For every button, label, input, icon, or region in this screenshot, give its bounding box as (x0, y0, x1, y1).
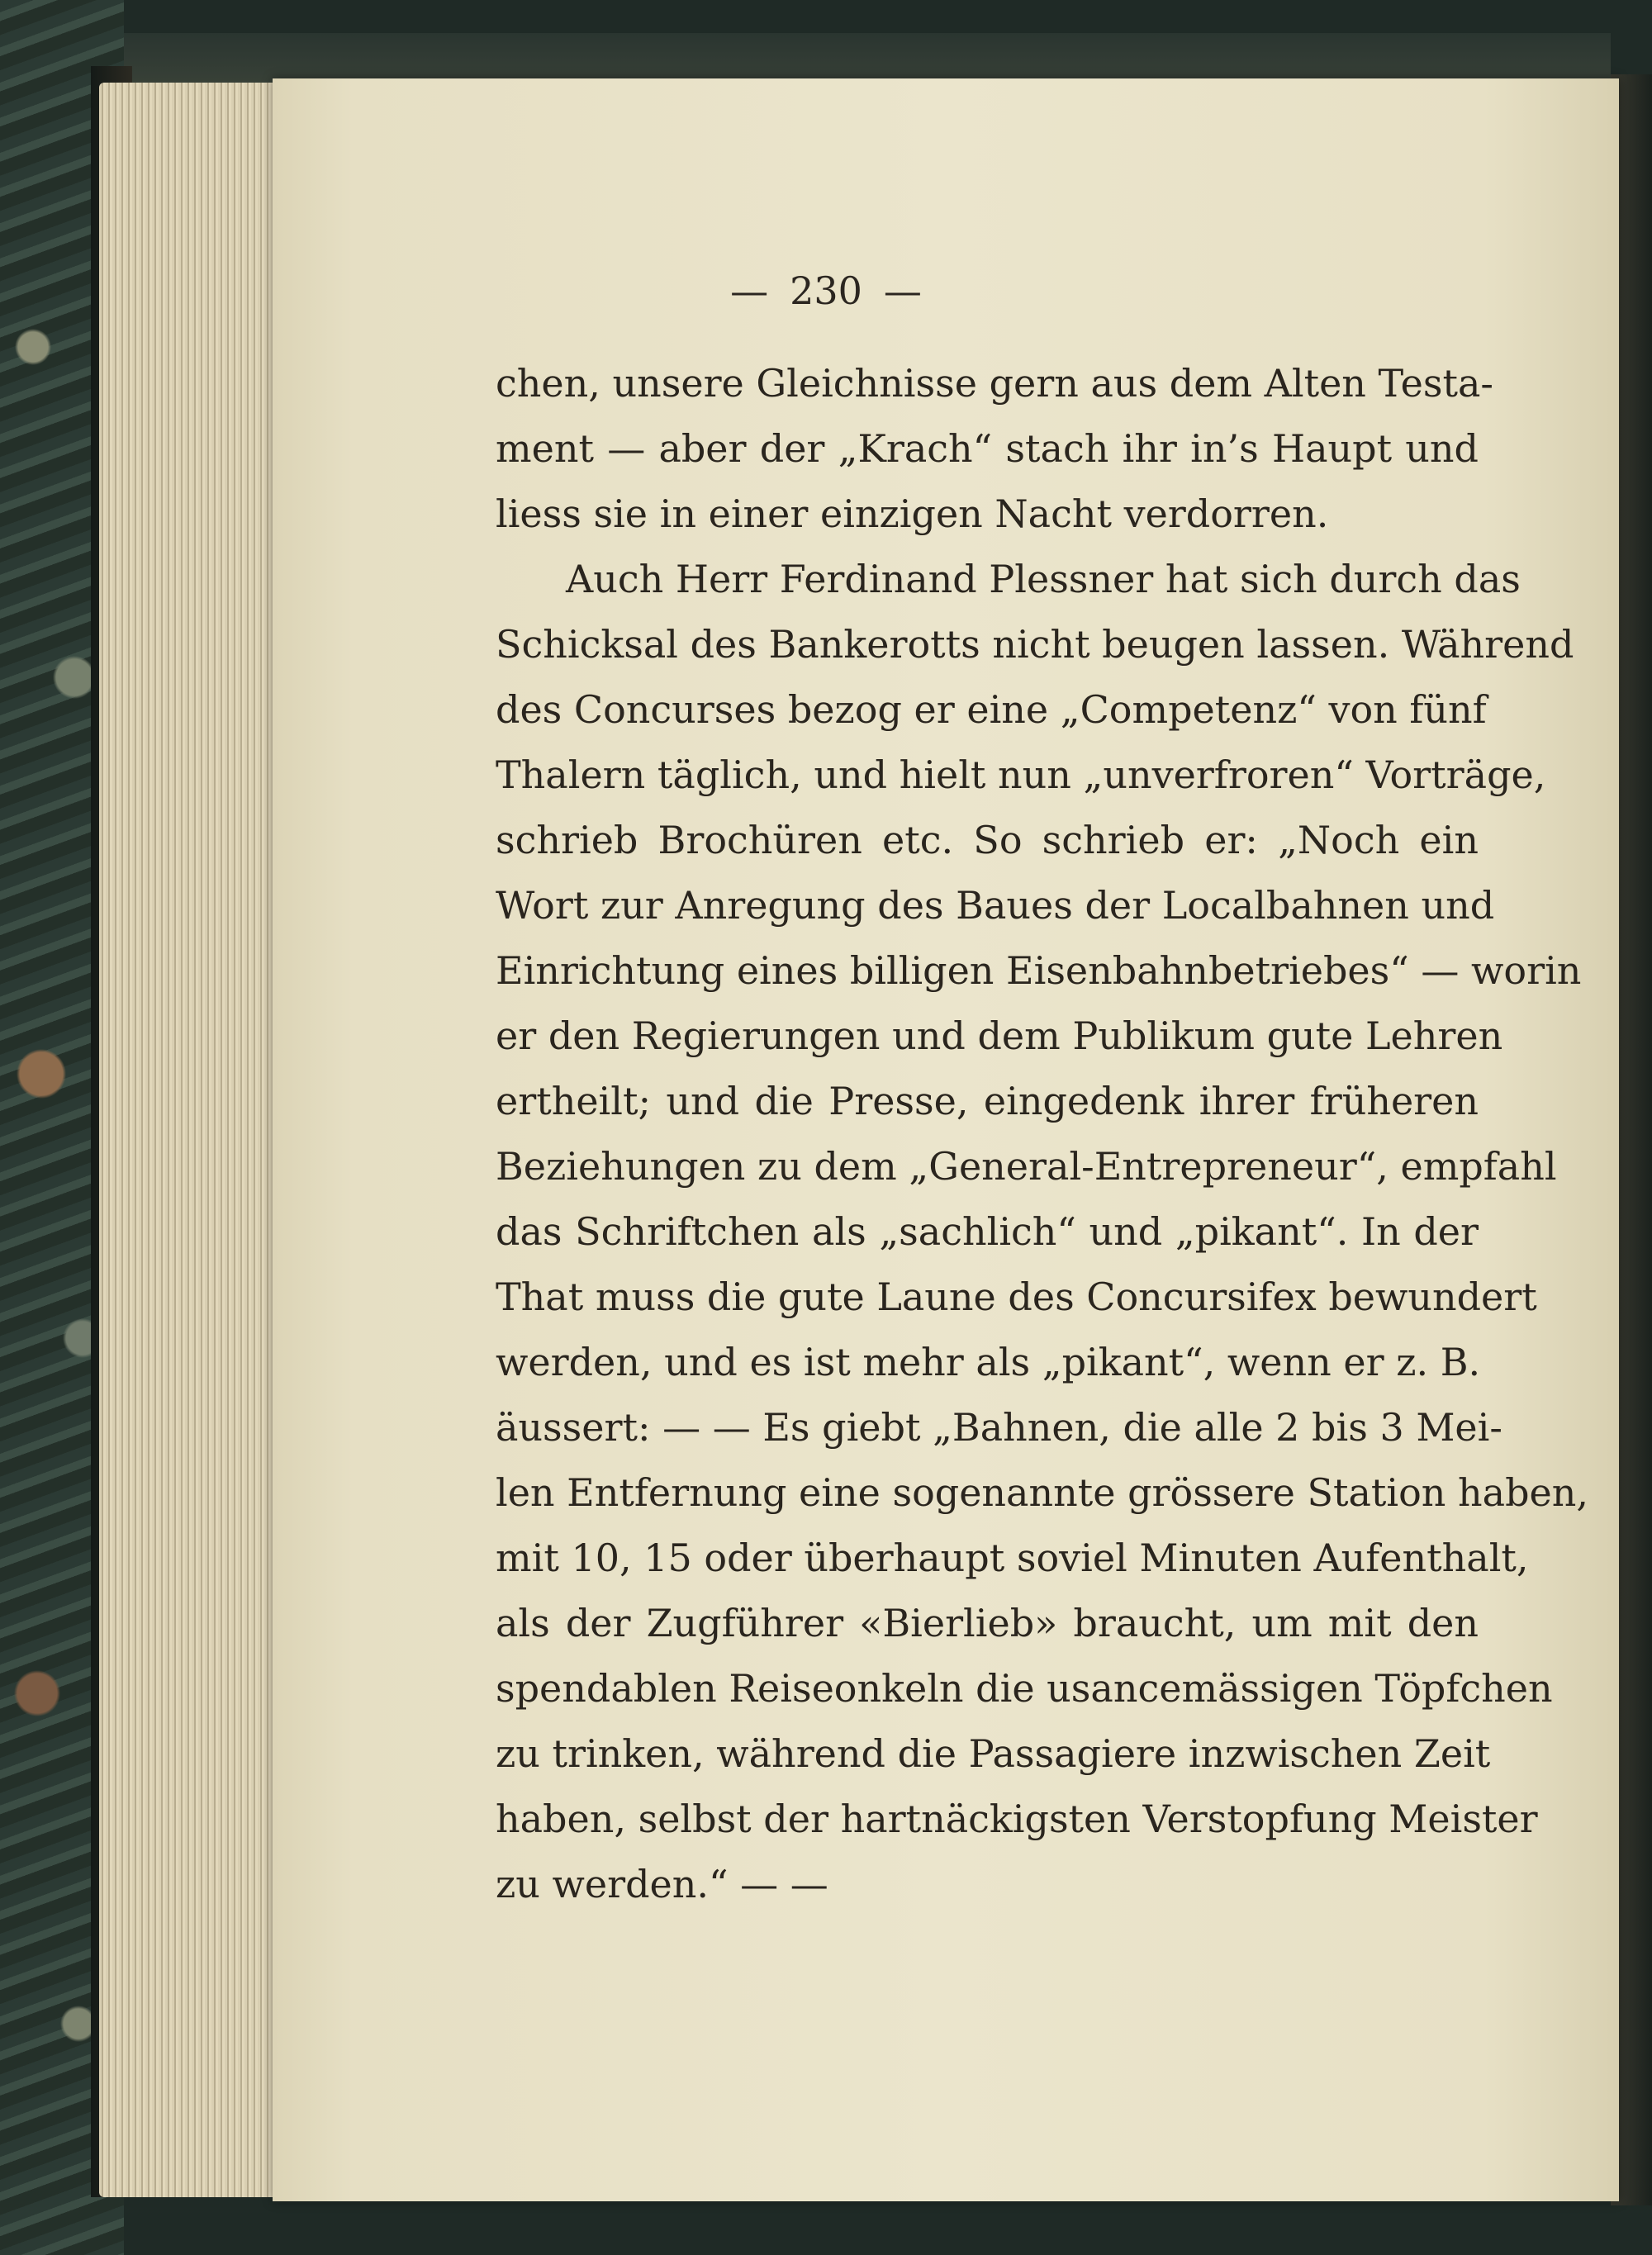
page-number-dash-right: — (883, 268, 922, 313)
page-number: 230 (790, 268, 862, 313)
page-number-dash-left: — (730, 268, 769, 313)
body-text (496, 351, 1588, 1917)
text-line: das Schriftchen als „sachlich“ und „pikant“. In der (496, 1209, 1479, 1254)
text-line: schrieb Brochüren etc. So schrieb er: „Noch ein (496, 818, 1479, 862)
text-line: chen, unsere Gleichnisse gern aus dem Alten Testa- (496, 361, 1493, 406)
text-line: äussert: — — Es giebt „Bahnen, die alle 2 bis 3 Mei- (496, 1405, 1502, 1450)
text-line: spendablen Reiseonkeln die usancemässigen Töpfchen (496, 1666, 1553, 1711)
text-line: ertheilt; und die Presse, eingedenk ihrer früheren (496, 1079, 1479, 1123)
text-line: werden, und es ist mehr als „pikant“, wenn er z. B. (496, 1340, 1481, 1384)
text-line: ment — aber der „Krach“ stach ihr in’s Haupt und (496, 426, 1479, 471)
page-edges (99, 83, 297, 2197)
text-line: Einrichtung eines billigen Eisenbahnbetriebes“ — worin (496, 948, 1582, 993)
text-line: That muss die gute Laune des Concursifex bewundert (496, 1275, 1537, 1319)
text-line: zu werden.“ — — (496, 1862, 828, 1906)
text-line: des Concurses bezog er eine „Competenz“ von fünf (496, 687, 1487, 732)
text-line: Schicksal des Bankerotts nicht beugen lassen. Während (496, 622, 1574, 667)
text-line: als der Zugführer «Bierlieb» braucht, um mit den (496, 1601, 1479, 1645)
text-line: Auch Herr Ferdinand Plessner hat sich durch das (566, 557, 1521, 601)
text-line: haben, selbst der hartnäckigsten Verstopfung Meister (496, 1797, 1538, 1841)
text-line: Thalern täglich, und hielt nun „unverfroren“ Vorträge, (496, 752, 1546, 797)
text-line: mit 10, 15 oder überhaupt soviel Minuten Aufenthalt, (496, 1536, 1529, 1580)
text-line: len Entfernung eine sogenannte grössere Station haben, (496, 1470, 1588, 1515)
page-number-header (661, 268, 991, 313)
text-line: er den Regierungen und dem Publikum gute Lehren (496, 1014, 1503, 1058)
text-line: Wort zur Anregung des Baues der Localbahnen und (496, 883, 1495, 928)
text-line: Beziehungen zu dem „General-Entrepreneur“, empfahl (496, 1144, 1557, 1189)
text-line: liess sie in einer einzigen Nacht verdorren. (496, 491, 1329, 536)
text-line: zu trinken, während die Passagiere inzwischen Zeit (496, 1731, 1491, 1776)
